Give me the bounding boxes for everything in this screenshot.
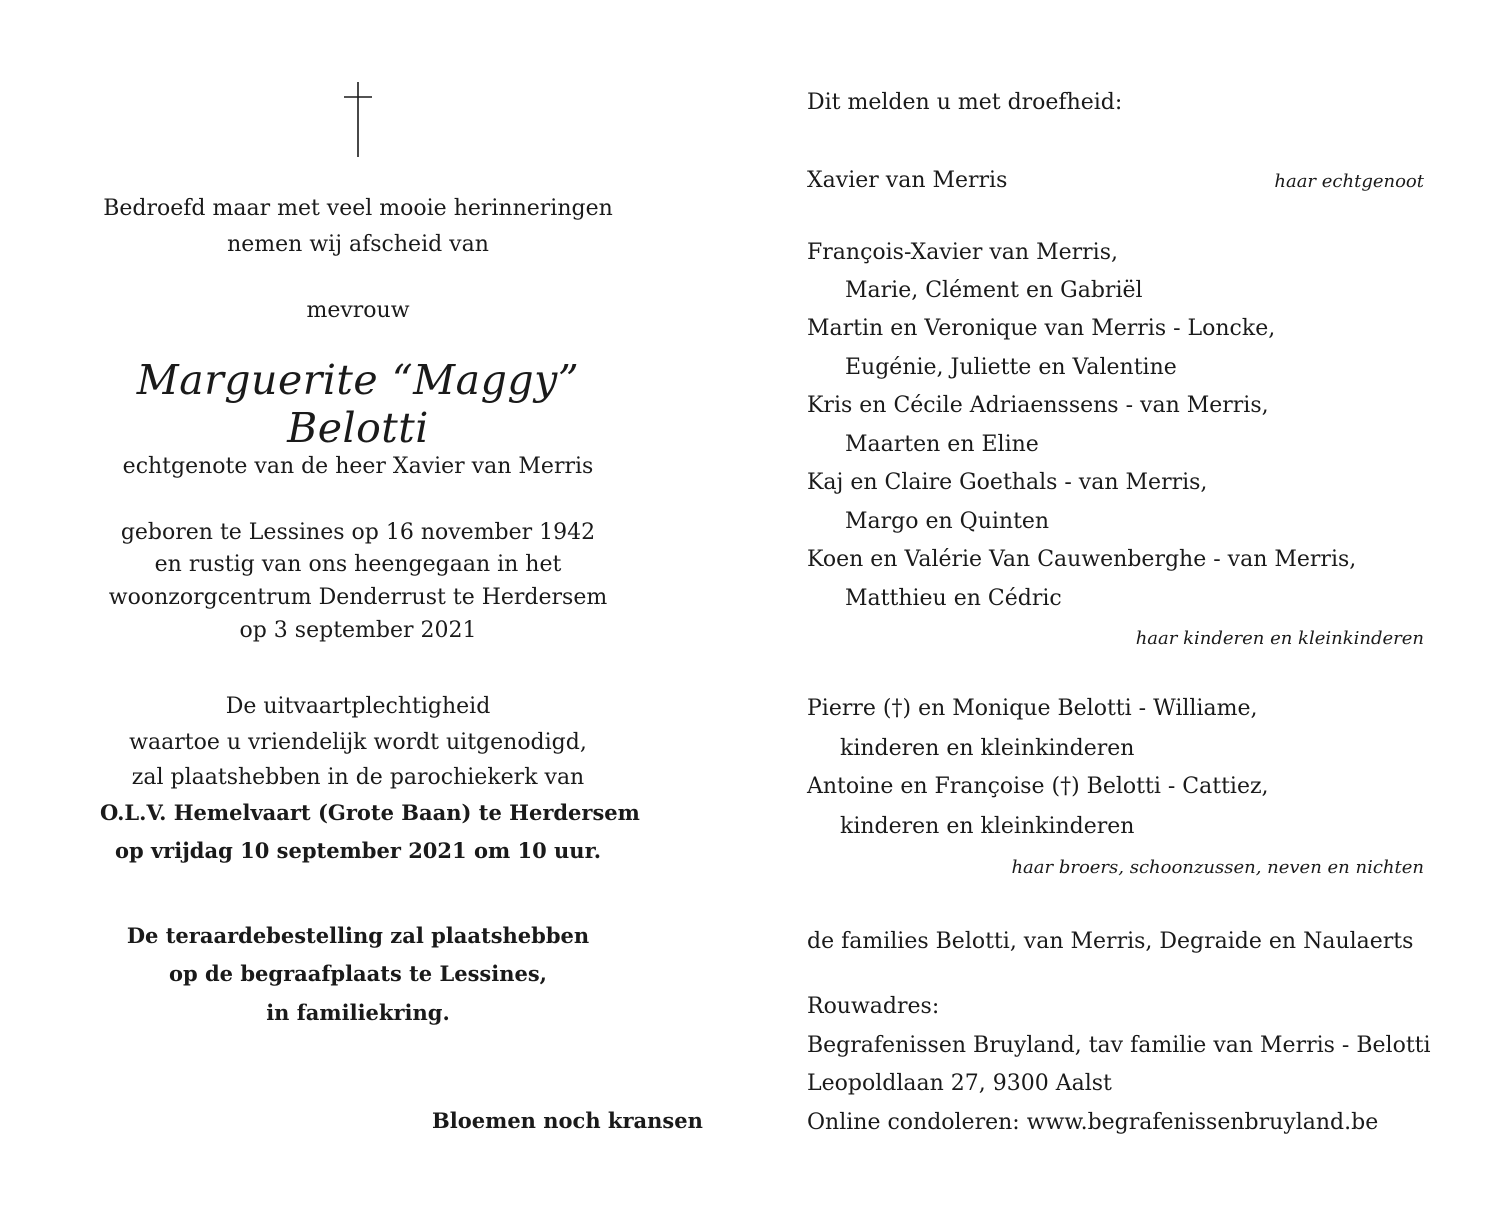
grandchild-line-3: Maarten en Eline: [845, 432, 1039, 457]
child-line-3: Kris en Cécile Adriaenssens - van Merris,: [807, 393, 1269, 418]
grandchild-line-4: Margo en Quinten: [845, 509, 1050, 534]
announcement-heading: Dit melden u met droefheid:: [807, 90, 1123, 115]
child-line-4: Kaj en Claire Goethals - van Merris,: [807, 470, 1208, 495]
children-role: haar kinderen en kleinkinderen: [1135, 628, 1424, 649]
spouse-name: Xavier van Merris: [807, 168, 1008, 193]
families-line: de families Belotti, van Merris, Degraide en Naulaerts: [807, 929, 1414, 954]
sibling-line-1: Pierre (†) en Monique Belotti - Williame,: [807, 696, 1258, 721]
intro-line-1: Bedroefd maar met veel mooie herinneringen: [103, 196, 613, 221]
child-line-2: Martin en Veronique van Merris - Loncke,: [807, 316, 1276, 341]
life-line-3: woonzorgcentrum Denderrust te Herdersem: [108, 585, 608, 610]
spouse-role: haar echtgenoot: [1274, 171, 1424, 192]
life-line-2: en rustig van ons heengegaan in het: [154, 552, 562, 577]
siblings-role: haar broers, schoonzussen, neven en nichten: [1011, 857, 1424, 878]
grandchild-line-5: Matthieu en Cédric: [845, 586, 1062, 611]
honorific: mevrouw: [306, 298, 410, 323]
life-line-4: op 3 september 2021: [239, 618, 477, 643]
burial-line-3: in familiekring.: [266, 1000, 450, 1025]
sibling-children-2: kinderen en kleinkinderen: [840, 814, 1135, 839]
sibling-line-2: Antoine en Françoise (†) Belotti - Cattiez,: [807, 774, 1269, 799]
address-label: Rouwadres:: [807, 994, 940, 1019]
grandchild-line-2: Eugénie, Juliette en Valentine: [845, 355, 1177, 380]
sibling-children-1: kinderen en kleinkinderen: [840, 736, 1135, 761]
burial-line-1: De teraardebestelling zal plaatshebben: [126, 923, 590, 948]
spouse-line: echtgenote van de heer Xavier van Merris: [122, 454, 594, 479]
child-line-5: Koen en Valérie Van Cauwenberghe - van Merris,: [807, 547, 1357, 572]
intro-line-2: nemen wij afscheid van: [227, 232, 489, 257]
child-line-1: François-Xavier van Merris,: [807, 240, 1118, 265]
condolence-link[interactable]: Online condoleren: www.begrafenissenbruyland.be: [807, 1110, 1379, 1135]
ceremony-line-1: De uitvaartplechtigheid: [225, 694, 491, 719]
address-line-2: Leopoldlaan 27, 9300 Aalst: [807, 1071, 1112, 1096]
deceased-name: Marguerite “Maggy” Belotti: [136, 356, 580, 452]
ceremony-line-3: zal plaatshebben in de parochiekerk van: [131, 765, 585, 790]
address-line-1: Begrafenissen Bruyland, tav familie van Merris - Belotti: [807, 1033, 1431, 1058]
burial-line-2: op de begraafplaats te Lessines,: [169, 961, 547, 986]
ceremony-line-2: waartoe u vriendelijk wordt uitgenodigd,: [129, 730, 587, 755]
grandchild-line-1: Marie, Clément en Gabriël: [845, 278, 1143, 303]
ceremony-location: O.L.V. Hemelvaart (Grote Baan) te Herdersem: [100, 800, 640, 825]
ceremony-date: op vrijdag 10 september 2021 om 10 uur.: [114, 838, 602, 863]
flowers-note: Bloemen noch kransen: [432, 1108, 703, 1133]
life-line-1: geboren te Lessines op 16 november 1942: [120, 520, 596, 545]
cross-icon: [358, 0, 359, 1]
